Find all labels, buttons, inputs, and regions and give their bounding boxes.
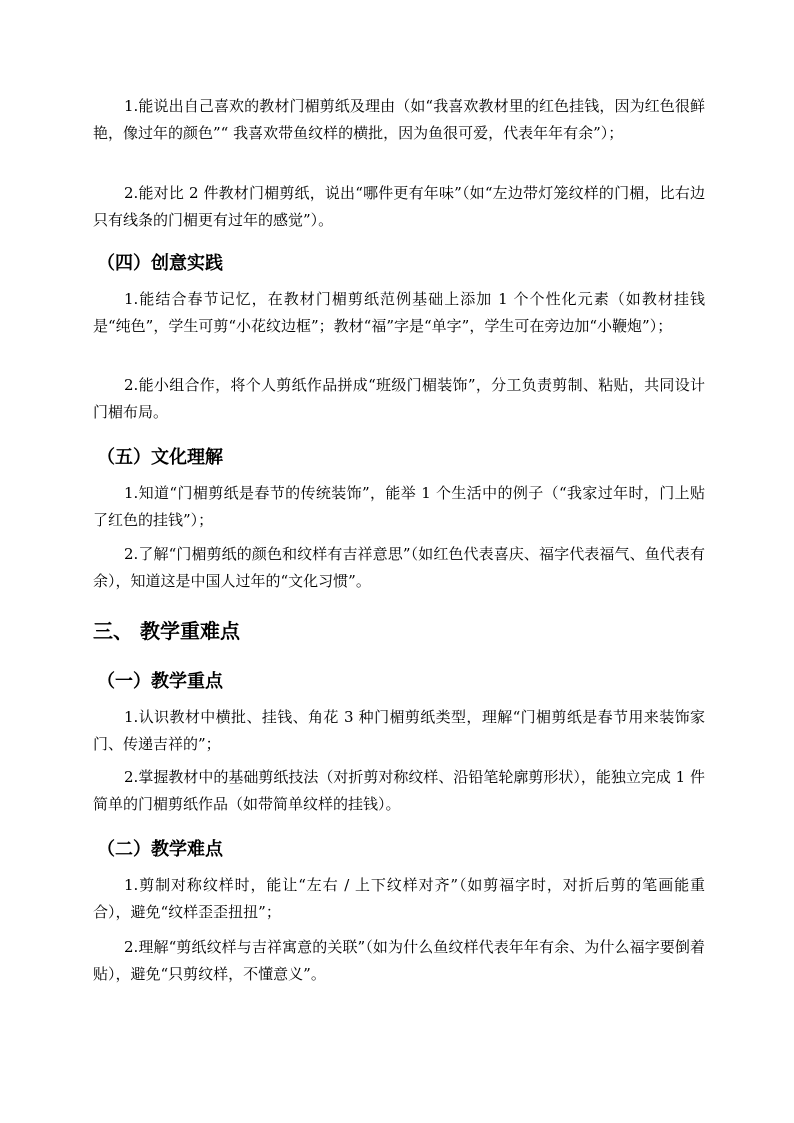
paragraph-appreciation-2: 2.能对比 2 件教材门楣剪纸，说出“哪件更有年味”（如“左边带灯笼纹样的门楣，比右边只有线条的门楣更有过年的感觉”）。 [93, 184, 705, 229]
paragraph-key-2: 2.掌握教材中的基础剪纸技法（对折剪对称纹样、沿铅笔轮廓剪形状），能独立完成 1 件简单的门楣剪纸作品（如带简单纹样的挂钱）。 [93, 768, 705, 813]
section-heading-difficulties: （二）教学难点 [97, 839, 223, 860]
paragraph-difficulty-1: 1.剪制对称纹样时，能让“左右 / 上下纹样对齐”（如剪福字时，对折后剪的笔画能重合），避免“纹样歪歪扭扭”； [93, 876, 705, 921]
paragraph-appreciation-1: 1.能说出自己喜欢的教材门楣剪纸及理由（如“我喜欢教材里的红色挂钱，因为红色很鲜艳，像过年的颜色”“ 我喜欢带鱼纹样的横批，因为鱼很可爱，代表年年有余”）； [93, 97, 705, 142]
paragraph-creative-1: 1.能结合春节记忆，在教材门楣剪纸范例基础上添加 1 个个性化元素（如教材挂钱是“纯色”，学生可剪“小花纹边框”；教材“福”字是“单字”，学生可在旁边加“小鞭炮”）； [93, 290, 705, 335]
section-heading-key-points: （一）教学重点 [97, 671, 223, 692]
paragraph-creative-2: 2.能小组合作，将个人剪纸作品拼成“班级门楣装饰”，分工负责剪制、粘贴，共同设计门楣布局。 [93, 376, 705, 421]
section-heading-cultural-understanding: （五）文化理解 [97, 447, 223, 468]
section-heading-creative-practice: （四）创意实践 [97, 253, 223, 274]
chapter-heading-key-difficulties: 三、 教学重难点 [93, 619, 240, 643]
paragraph-difficulty-2: 2.理解“剪纸纹样与吉祥寓意的关联”（如为什么鱼纹样代表年年有余、为什么福字要倒着贴），避免“只剪纹样，不懂意义”。 [93, 938, 705, 983]
paragraph-culture-1: 1.知道“门楣剪纸是春节的传统装饰”，能举 1 个生活中的例子（“我家过年时，门上贴了红色的挂钱”）； [93, 484, 705, 529]
paragraph-culture-2: 2.了解“门楣剪纸的颜色和纹样有吉祥意思”（如红色代表喜庆、福字代表福气、鱼代表有余），知道这是中国人过年的“文化习惯”。 [93, 545, 705, 590]
paragraph-key-1: 1.认识教材中横批、挂钱、角花 3 种门楣剪纸类型，理解“门楣剪纸是春节用来装饰家门、传递吉祥的”； [93, 708, 705, 753]
